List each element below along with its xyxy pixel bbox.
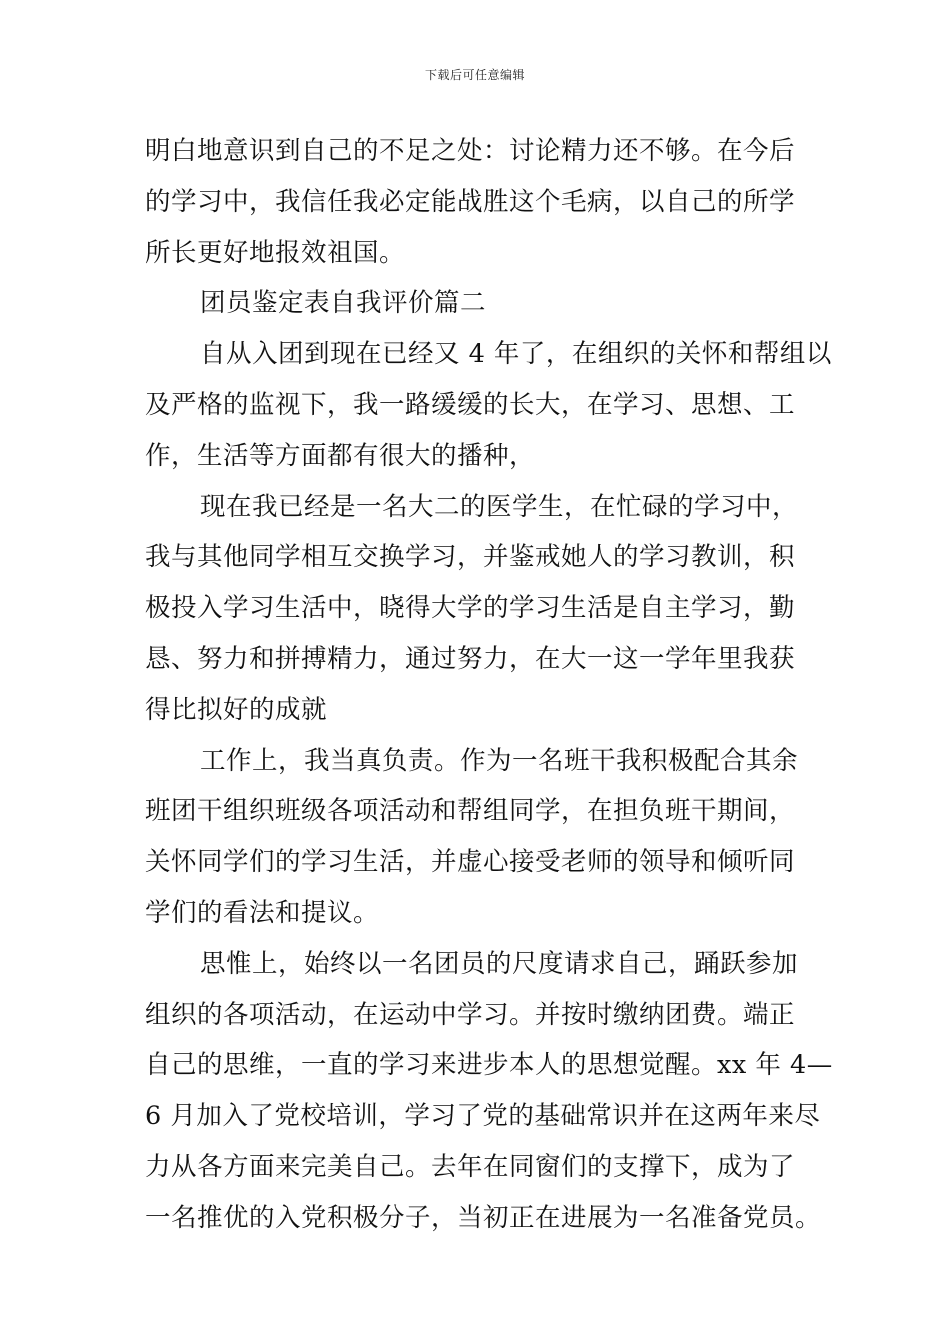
text-line: 得比拟好的成就 (145, 694, 328, 725)
text-line: 自己的思维，一直的学习来进步本人的思想觉醒。xx 年 4— (145, 1050, 833, 1081)
text-line: 班团干组织班级各项活动和帮组同学，在担负班干期间， (145, 796, 796, 827)
text-line: 工作上，我当真负责。作为一名班干我积极配合其余 (200, 745, 799, 776)
document-body (145, 126, 833, 1244)
text-line: 关怀同学们的学习生活，并虚心接受老师的领导和倾听同 (145, 847, 796, 878)
text-line: 学们的看法和提议。 (145, 897, 380, 928)
paragraph (145, 126, 810, 278)
text-line: 思惟上，始终以一名团员的尺度请求自己，踊跃参加 (200, 948, 799, 979)
text-line: 作，生活等方面都有很大的播种， (145, 440, 536, 471)
paragraph (145, 736, 810, 939)
text-line: 我与其他同学相互交换学习，并鉴戒她人的学习教训，积 (145, 542, 796, 573)
text-line: 组织的各项活动，在运动中学习。并按时缴纳团费。端正 (145, 999, 796, 1030)
text-line: 及严格的监视下，我一路缓缓的长大，在学习、思想、工 (145, 389, 796, 420)
text-line: 一名推优的入党积极分子，当初正在进展为一名准备党员。 (145, 1202, 822, 1233)
section-heading (145, 278, 810, 329)
text-line: 6 月加入了党校培训，学习了党的基础常识并在这两年来尽 (145, 1101, 821, 1132)
text-line: 现在我已经是一名大二的医学生，在忙碌的学习中， (200, 491, 799, 522)
text-line: 力从各方面来完美自己。去年在同窗们的支撑下，成为了 (145, 1151, 796, 1182)
text-line: 恳、努力和拼搏精力，通过努力，在大一这一学年里我获 (145, 643, 796, 674)
paragraph (145, 329, 832, 481)
paragraph (145, 939, 833, 1244)
text-line: 明白地意识到自己的不足之处：讨论精力还不够。在今后 (145, 136, 796, 166)
text-line: 极投入学习生活中，晓得大学的学习生活是自主学习，勤 (145, 593, 796, 624)
text-line: 自从入团到现在已经又 4 年了，在组织的关怀和帮组以 (200, 339, 832, 370)
page-header: 下载后可任意编辑 (424, 68, 525, 82)
section-title: 团员鉴定表自我评价篇二 (200, 288, 487, 319)
text-line: 的学习中，我信任我必定能战胜这个毛病，以自己的所学 (145, 186, 796, 217)
paragraph (145, 482, 810, 736)
text-line: 所长更好地报效祖国。 (145, 237, 406, 268)
